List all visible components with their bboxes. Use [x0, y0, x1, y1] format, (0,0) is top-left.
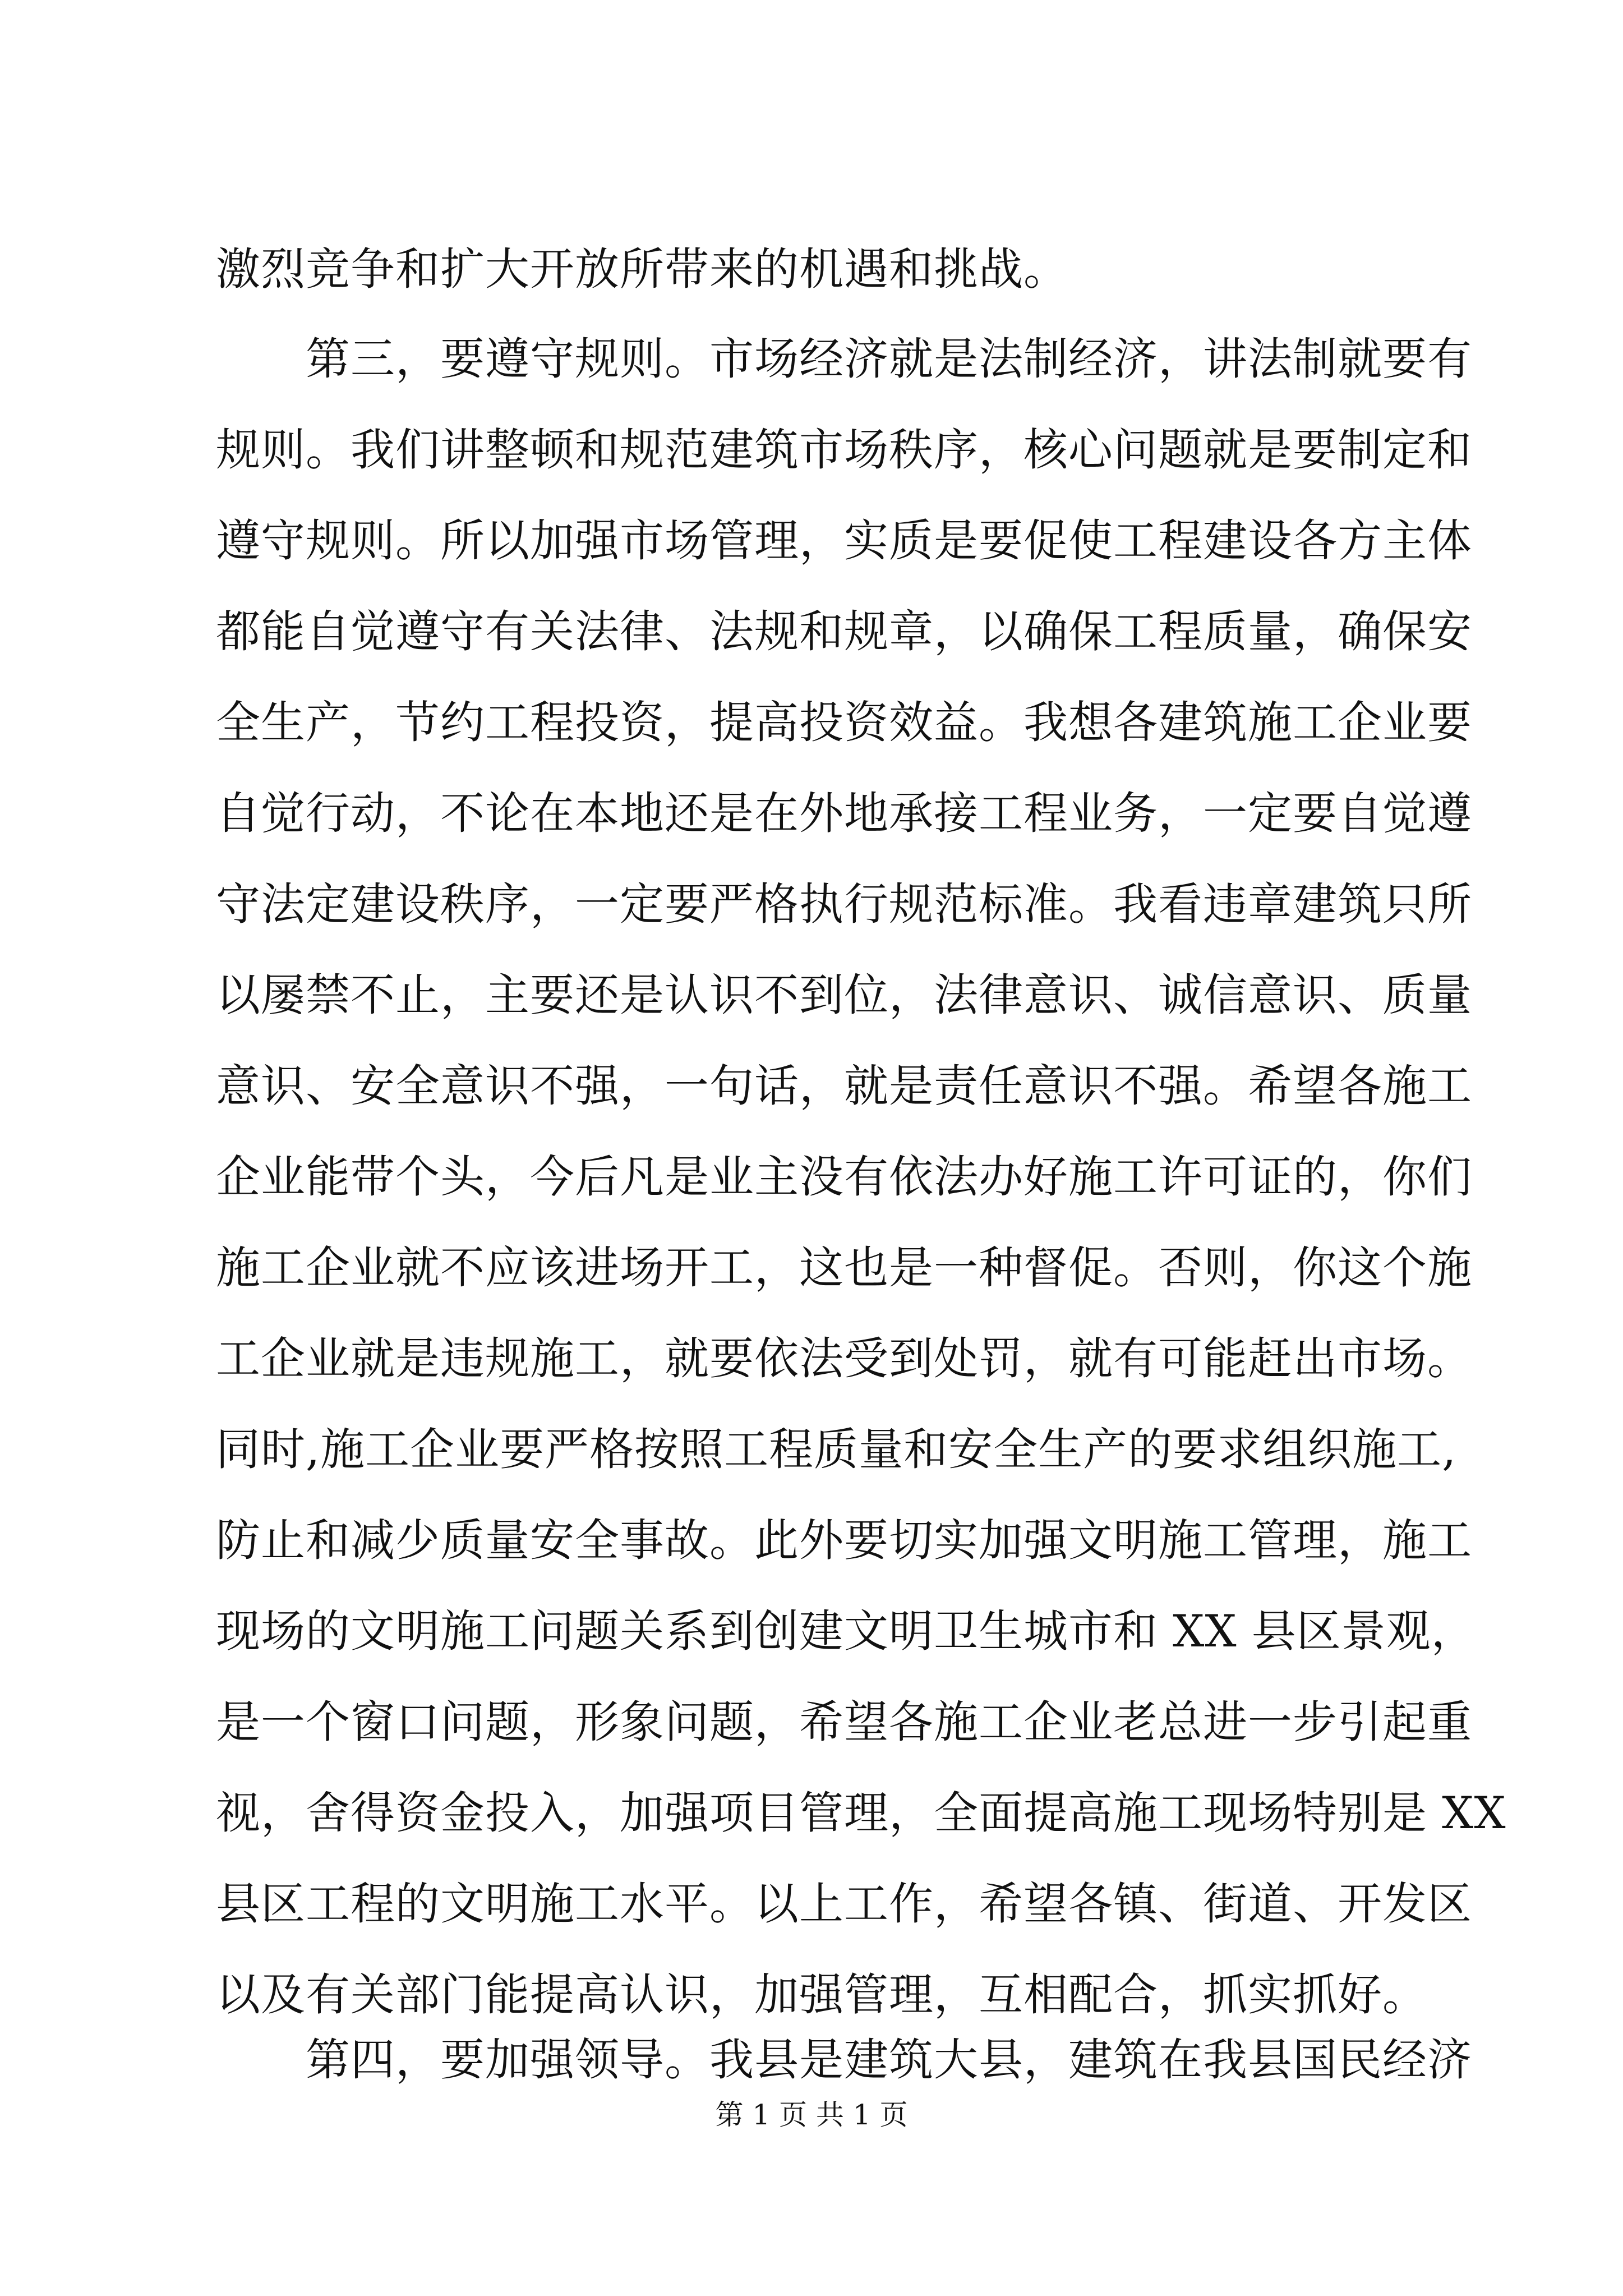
paragraph-start-line: 第三，要遵守规则。市场经济就是法制经济，讲法制就要有	[306, 333, 1472, 385]
text-line: 现场的文明施工问题关系到创建文明卫生城市和 XX 县区景观，	[216, 1605, 1476, 1657]
text-line: 激烈竞争和扩大开放所带来的机遇和挑战。	[216, 243, 1068, 295]
text-line: 遵守规则。所以加强市场管理，实质是要促使工程建设各方主体	[216, 515, 1472, 567]
text-line: 守法定建设秩序，一定要严格执行规范标准。我看违章建筑只所	[216, 878, 1472, 930]
paragraph-start-line: 第四，要加强领导。我县是建筑大县，建筑在我县国民经济	[306, 2034, 1472, 2086]
text-line: 是一个窗口问题，形象问题，希望各施工企业老总进一步引起重	[216, 1696, 1472, 1748]
text-line: 防止和减少质量安全事故。此外要切实加强文明施工管理，施工	[216, 1515, 1472, 1566]
text-line: 都能自觉遵守有关法律、法规和规章，以确保工程质量，确保安	[216, 606, 1472, 657]
text-line: 自觉行动，不论在本地还是在外地承接工程业务，一定要自觉遵	[216, 788, 1472, 839]
page-number-footer: 第 1 页 共 1 页	[715, 2099, 908, 2131]
text-line: 施工企业就不应该进场开工，这也是一种督促。否则，你这个施	[216, 1242, 1472, 1294]
text-line: 县区工程的文明施工水平。以上工作，希望各镇、街道、开发区	[216, 1878, 1472, 1930]
text-line: 企业能带个头，今后凡是业主没有依法办好施工许可证的，你们	[216, 1151, 1472, 1203]
text-line: 全生产，节约工程投资，提高投资效益。我想各建筑施工企业要	[216, 697, 1472, 748]
text-line: 以及有关部门能提高认识，加强管理，互相配合，抓实抓好。	[216, 1969, 1427, 2021]
text-line: 以屡禁不止，主要还是认识不到位，法律意识、诚信意识、质量	[216, 969, 1472, 1021]
text-line: 意识、安全意识不强，一句话，就是责任意识不强。希望各施工	[216, 1060, 1472, 1112]
text-line: 规则。我们讲整顿和规范建筑市场秩序，核心问题就是要制定和	[216, 424, 1472, 476]
text-line: 工企业就是违规施工，就要依法受到处罚，就有可能赶出市场。	[216, 1333, 1472, 1384]
text-line: 同时,施工企业要严格按照工程质量和安全生产的要求组织施工,	[216, 1424, 1457, 1475]
text-line: 视，舍得资金投入，加强项目管理，全面提高施工现场特别是 XX	[216, 1787, 1506, 1839]
